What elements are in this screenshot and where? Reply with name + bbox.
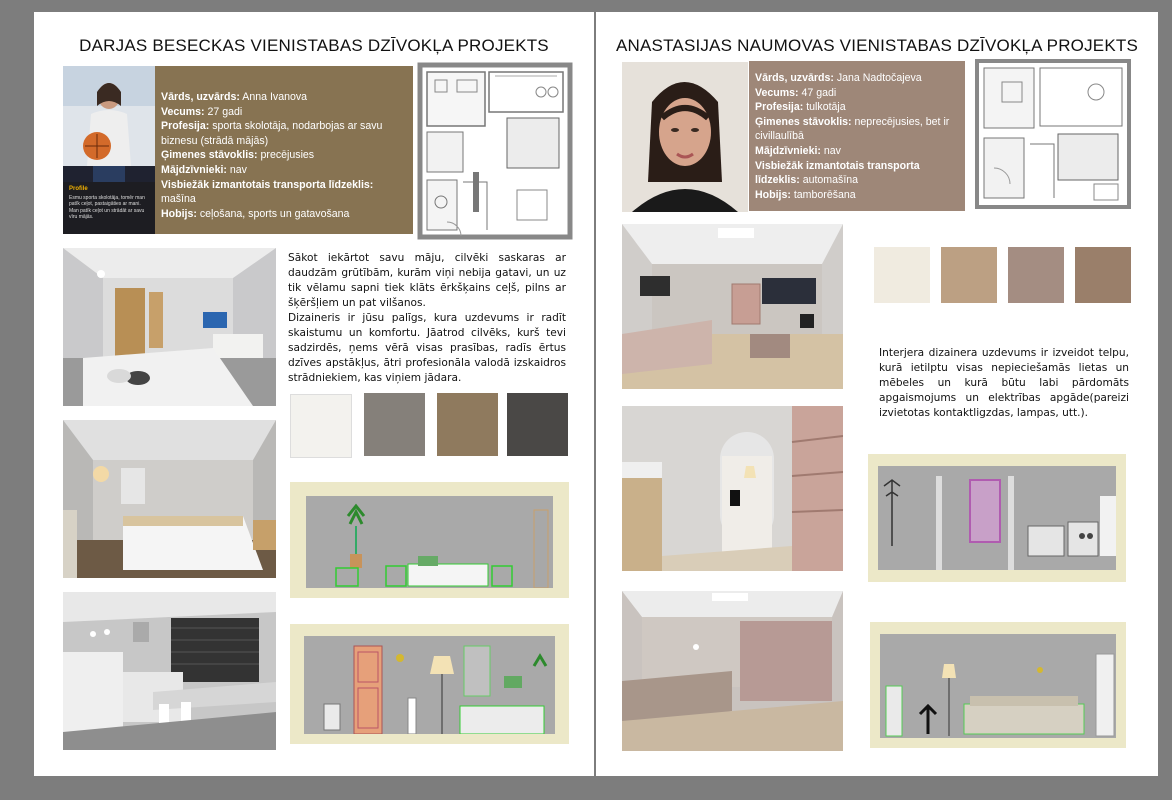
paragraph-1: Interjera dizainera uzdevums ir izveidot telpu, kurā ietilptu visas nepieciešamās lietas un mēbeles un kurā būtu labi pārdomāts apgaismojums un elektrības apgāde(pareizi izvietotas kontaktligzdas, lampas, utt.).	[879, 347, 1129, 419]
profile-row-pets	[755, 144, 959, 159]
color-swatch-2	[364, 393, 425, 456]
value: 47 gadi	[798, 86, 837, 99]
value: tamborēšana	[790, 188, 856, 201]
right-page-title: ANASTASIJAS NAUMOVAS VIENISTABAS DZĪVOKĻA PROJEKTS	[615, 36, 1139, 55]
elevation-drawing-1	[290, 482, 569, 598]
mini-profile-title: Profile	[69, 186, 88, 192]
profile-row-name	[161, 90, 407, 105]
label: Vārds, uzvārds:	[161, 91, 240, 103]
profile-row-family	[755, 115, 959, 144]
label: Hobijs:	[161, 207, 197, 220]
value: Anna Ivanova	[239, 91, 308, 103]
client-portrait-photo-2	[622, 62, 748, 212]
profile-row-age	[161, 105, 407, 120]
left-page	[34, 12, 594, 776]
label: Mājdzīvnieki:	[755, 144, 821, 157]
label: Visbiežāk izmantotais transporta līdzeklis:	[755, 159, 920, 187]
kitchen-render	[63, 592, 276, 750]
value: nav	[226, 163, 247, 176]
left-profile-box	[155, 66, 413, 234]
profile-row-transport	[755, 159, 959, 188]
floor-plan	[417, 62, 573, 240]
right-page	[596, 12, 1158, 776]
value: automašīna	[799, 174, 859, 187]
color-swatch-2	[941, 247, 997, 303]
profile-row-hobby	[161, 207, 407, 222]
color-swatch-1	[290, 394, 352, 458]
color-swatch-3	[437, 393, 498, 456]
value: neprecējusies, bet ir civillaulībā	[755, 115, 950, 143]
left-page-title: DARJAS BESECKAS VIENISTABAS DZĪVOKĻA PROJEKTS	[79, 36, 549, 55]
label: Vārds, uzvārds:	[755, 72, 834, 84]
elevation-drawing-4	[870, 622, 1126, 748]
floor-plan-2	[974, 58, 1132, 210]
profile-row-family	[161, 148, 407, 163]
living-render-2	[622, 591, 843, 751]
mini-profile-text: Esmu sporta skolotāja, tomēr man patīk ceļot, pastaigāties ar mani. Man patīk ceļot un strādāt ar savu vīru mājās.	[69, 194, 145, 220]
value: Jana Nadtočajeva	[833, 72, 922, 84]
profile-row-profession	[161, 119, 407, 148]
label: Hobijs:	[755, 188, 791, 201]
label: Profesija:	[755, 101, 804, 114]
profile-row-age	[755, 86, 959, 101]
paragraph-2: Dizaineris ir jūsu palīgs, kura uzdevums ir radīt skaistumu un komfortu. Jāatrod cilvēks, kurš tevi sadzirdēs, ņems vērā visas prasības, radīs ērtus dzīves apstākļus, ātri profesionāla valodā izskaidros strādniekiem, kas viņiem jādara.	[288, 312, 566, 384]
bedroom-render-2	[63, 420, 276, 578]
value: nav	[820, 144, 841, 157]
color-swatch-1	[874, 247, 930, 303]
color-swatch-3	[1008, 247, 1064, 303]
bedroom-render-1	[63, 248, 276, 406]
paragraph-1: Sākot iekārtot savu māju, cilvēki saskaras ar daudzām grūtībām, kurām viņi nebija gatavi, un uz tik vēlamu sapni tiek klāts ērkšķains ceļš, pilns ar šķēršļiem un pat vilšanos.	[288, 252, 566, 309]
mini-profile-card	[63, 182, 155, 234]
label: Vecums:	[161, 105, 205, 118]
elevation-drawing-2	[290, 624, 569, 744]
profile-row-name	[755, 71, 959, 86]
label: Ģimenes stāvoklis:	[755, 115, 852, 128]
label: Visbiežāk izmantotais transporta līdzeklis:	[161, 178, 374, 191]
value: tulkotāja	[803, 101, 846, 114]
client-portrait-photo	[63, 66, 155, 234]
value: mašīna	[161, 193, 196, 206]
left-intro-paragraph	[288, 251, 566, 386]
color-swatch-4	[1075, 247, 1131, 303]
value: sporta skolotāja, nodarbojas ar savu biznesu (strādā mājās)	[161, 120, 383, 147]
profile-row-pets	[161, 163, 407, 178]
right-intro-paragraph	[879, 346, 1129, 421]
profile-row-hobby	[755, 188, 959, 203]
value: 27 gadi	[204, 105, 243, 118]
label: Mājdzīvnieki:	[161, 163, 227, 176]
living-render-1	[622, 224, 843, 389]
label: Vecums:	[755, 86, 799, 99]
right-profile-box	[749, 61, 965, 211]
elevation-drawing-3	[868, 454, 1126, 582]
color-swatch-4	[507, 393, 568, 456]
label: Ģimenes stāvoklis:	[161, 149, 258, 162]
label: Profesija:	[161, 120, 210, 133]
value: precējusies	[257, 149, 315, 162]
hallway-render	[622, 406, 843, 571]
profile-row-transport	[161, 178, 407, 207]
value: ceļošana, sports un gatavošana	[196, 207, 350, 220]
profile-row-profession	[755, 100, 959, 115]
